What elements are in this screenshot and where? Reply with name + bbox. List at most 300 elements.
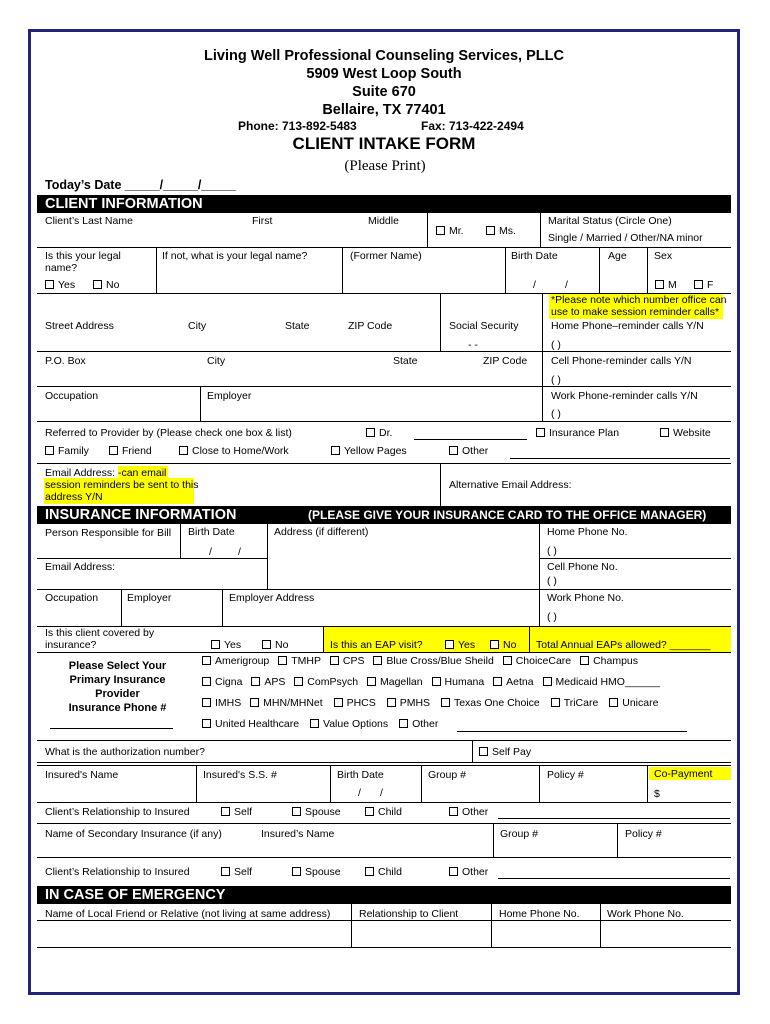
provider-checkbox[interactable]	[580, 655, 638, 667]
divider	[267, 524, 268, 590]
covered-yes-checkbox[interactable]	[211, 639, 241, 651]
provider-label: Medicaid HMO______	[555, 676, 661, 688]
relationship-other-line[interactable]	[498, 818, 730, 819]
divider	[493, 823, 494, 857]
referred-yellow-pages-checkbox[interactable]	[331, 445, 407, 457]
legal-name-question-2: name?	[45, 262, 78, 274]
email-note-2: session reminders be sent to this	[45, 479, 199, 491]
provider-label: Texas One Choice	[453, 697, 540, 709]
divider	[37, 558, 267, 559]
other-label: Other	[462, 866, 489, 878]
provider-checkbox[interactable]	[543, 676, 660, 688]
checkbox-icon	[365, 867, 374, 876]
middle-name-label: Middle	[368, 215, 399, 227]
divider	[37, 247, 731, 248]
provider-label: Value Options	[322, 718, 389, 730]
provider-label: Other	[412, 718, 439, 730]
covered-no-label: No	[275, 639, 289, 651]
work-phone-field[interactable]: ( )	[551, 408, 561, 420]
email-note-3: address Y/N	[45, 491, 103, 503]
provider-label: PMHS	[399, 697, 431, 709]
divider	[37, 386, 731, 387]
spouse-label: Spouse	[305, 866, 341, 878]
ins-work-phone-field[interactable]: ( )	[547, 611, 557, 623]
eap-no-label: No	[503, 639, 517, 651]
divider	[37, 652, 731, 653]
select-provider-title-3: Provider	[95, 688, 140, 700]
divider	[37, 589, 731, 590]
checkbox-icon	[292, 807, 301, 816]
checkbox-icon	[202, 677, 211, 686]
divider	[540, 213, 541, 247]
provider-checkbox[interactable]	[330, 655, 365, 667]
emergency-header: IN CASE OF EMERGENCY	[37, 886, 731, 904]
birth-date-label: Birth Date	[511, 250, 558, 262]
form-title: CLIENT INTAKE FORM	[292, 134, 476, 153]
divider	[222, 589, 223, 626]
former-name-label: (Former Name)	[350, 250, 422, 262]
provider-checkbox[interactable]	[503, 655, 571, 667]
referred-family-checkbox[interactable]	[45, 445, 89, 457]
emergency-work-phone-label: Work Phone No.	[607, 908, 684, 920]
insureds-name-label: Insured's Name	[45, 769, 119, 781]
checkbox-icon	[45, 446, 54, 455]
divider	[196, 765, 197, 802]
ins-home-phone-field[interactable]: ( )	[547, 545, 557, 557]
ins-address-label: Address (if different)	[274, 526, 369, 538]
divider	[440, 463, 441, 506]
divider	[529, 627, 530, 652]
insurance-information-header	[37, 506, 731, 524]
checkbox-icon	[262, 640, 271, 649]
divider	[330, 765, 331, 802]
covered-yes-label: Yes	[224, 639, 242, 651]
provider-checkbox[interactable]	[334, 697, 376, 709]
email-label	[45, 467, 166, 479]
self-label: Self	[234, 806, 253, 818]
provider-label: TriCare	[563, 697, 599, 709]
checkbox-icon	[202, 656, 211, 665]
marital-status-options[interactable]: Single / Married / Other/NA minor	[548, 232, 703, 244]
checkbox-icon	[202, 719, 211, 728]
cell-phone-label: Cell Phone-reminder calls Y/N	[551, 355, 692, 367]
insured-birth-slash: /	[380, 787, 383, 799]
company-city: Bellaire, TX 77401	[322, 102, 446, 118]
work-phone-label: Work Phone-reminder calls Y/N	[551, 390, 698, 402]
sex-male-checkbox[interactable]	[655, 279, 677, 291]
checkbox-icon	[278, 656, 287, 665]
eap-no-checkbox[interactable]	[490, 639, 516, 651]
divider	[342, 247, 343, 293]
po-city-label: City	[207, 355, 226, 367]
divider	[539, 558, 731, 559]
legal-no-checkbox[interactable]	[93, 279, 119, 291]
divider	[427, 213, 428, 247]
provider-label: CPS	[342, 655, 365, 667]
relationship2-child-checkbox[interactable]	[365, 866, 402, 878]
reminder-note-line1: *Please note which number office can	[551, 294, 727, 306]
self-label: Self	[234, 866, 253, 878]
divider	[37, 857, 731, 858]
referred-other-checkbox[interactable]	[449, 445, 488, 457]
emergency-relationship-label: Relationship to Client	[359, 908, 459, 920]
referred-label: Referred to Provider by (Please check one box & list)	[45, 427, 292, 439]
email-note-1: can email	[121, 467, 167, 479]
provider-checkbox[interactable]	[250, 697, 323, 709]
divider	[37, 463, 731, 464]
divider	[37, 823, 731, 824]
other-label: Other	[462, 445, 489, 457]
provider-label: Humana	[444, 676, 485, 688]
provider-checkbox[interactable]	[387, 697, 430, 709]
divider	[156, 247, 157, 293]
city-label: City	[188, 320, 207, 332]
divider	[617, 823, 618, 857]
eap-yes-label: Yes	[458, 639, 476, 651]
checkbox-icon	[250, 698, 259, 707]
relationship-other-checkbox[interactable]	[449, 806, 488, 818]
insureds-ss-label: Insured's S.S. #	[203, 769, 277, 781]
ms-label: Ms.	[499, 225, 516, 237]
divider	[539, 524, 540, 626]
checkbox-icon	[221, 807, 230, 816]
dr-label: Dr.	[379, 427, 393, 439]
ins-birth-slash: /	[209, 546, 212, 558]
provider-checkbox[interactable]	[202, 655, 269, 667]
ins-occupation-label: Occupation	[45, 592, 99, 604]
state-label: State	[285, 320, 310, 332]
ssn-dashes: - -	[468, 339, 478, 351]
divider	[121, 589, 122, 626]
provider-label: Unicare	[622, 697, 659, 709]
divider	[351, 904, 352, 947]
self-pay-checkbox[interactable]	[479, 746, 531, 758]
insurance-phone-label: Insurance Phone #	[68, 702, 167, 714]
relationship2-label: Client’s Relationship to Insured	[45, 866, 190, 878]
zip-label: ZIP Code	[348, 320, 393, 332]
ins-home-phone-label: Home Phone No.	[547, 526, 628, 538]
child-label: Child	[378, 806, 402, 818]
cell-phone-field[interactable]: ( )	[551, 374, 561, 386]
birth-date-slash: /	[533, 279, 536, 291]
checkbox-icon	[366, 428, 375, 437]
child-label: Child	[378, 866, 402, 878]
ins-birth-date-label: Birth Date	[188, 526, 235, 538]
alt-email-label: Alternative Email Address:	[449, 479, 572, 491]
divider	[491, 904, 492, 947]
divider	[37, 351, 731, 352]
checkbox-icon	[479, 747, 488, 756]
legal-name-label: If not, what is your legal name?	[162, 250, 308, 262]
ins-employer-address-label: Employer Address	[229, 592, 315, 604]
checkbox-icon	[490, 640, 499, 649]
divider	[647, 765, 648, 802]
provider-checkbox[interactable]	[278, 655, 321, 667]
provider-label: IMHS	[215, 697, 242, 709]
email-prefix: Email Address: -	[45, 467, 122, 479]
divider	[647, 247, 648, 293]
divider	[505, 247, 506, 293]
divider	[37, 920, 731, 921]
checkbox-icon	[660, 428, 669, 437]
male-label: M	[668, 279, 677, 291]
checkbox-icon	[436, 226, 445, 235]
divider	[37, 740, 731, 741]
relationship-label: Client’s Relationship to Insured	[45, 806, 190, 818]
copay-label: Co-Payment	[654, 768, 713, 780]
select-provider-title-1: Please Select Your	[68, 660, 167, 672]
providers-row-4	[202, 718, 438, 730]
insurance-card-note: (PLEASE GIVE YOUR INSURANCE CARD TO THE OFFICE MANAGER)	[308, 508, 707, 522]
todays-date-field[interactable]: Today’s Date _____/_____/_____	[45, 178, 237, 192]
secondary-insureds-name-label: Insured’s Name	[261, 828, 335, 840]
other-line[interactable]	[510, 458, 730, 459]
provider-checkbox[interactable]	[399, 718, 438, 730]
yes-label: Yes	[58, 279, 76, 291]
providers-row-3	[202, 697, 658, 709]
provider-label: TMHP	[291, 655, 321, 667]
provider-label: Aetna	[506, 676, 534, 688]
checkbox-icon	[93, 280, 102, 289]
employer-label: Employer	[207, 390, 252, 402]
divider	[180, 524, 181, 558]
client-information-header: CLIENT INFORMATION	[37, 195, 731, 213]
copay-field[interactable]: $	[654, 788, 660, 800]
checkbox-icon	[330, 656, 339, 665]
group-label: Group #	[428, 769, 466, 781]
checkbox-icon	[367, 677, 376, 686]
checkbox-icon	[202, 698, 211, 707]
provider-checkbox[interactable]	[202, 676, 242, 688]
checkbox-icon	[503, 656, 512, 665]
referred-website-checkbox[interactable]	[660, 427, 711, 439]
emergency-home-phone-label: Home Phone No.	[499, 908, 580, 920]
checkbox-icon	[536, 428, 545, 437]
checkbox-icon	[387, 698, 396, 707]
ins-employer-label: Employer	[127, 592, 172, 604]
female-label: F	[707, 279, 714, 291]
provider-checkbox[interactable]	[310, 718, 388, 730]
checkbox-icon	[331, 446, 340, 455]
covered-no-checkbox[interactable]	[262, 639, 288, 651]
checkbox-icon	[445, 640, 454, 649]
provider-label: ChoiceCare	[515, 655, 572, 667]
birth-date-slash: /	[565, 279, 568, 291]
provider-label: Magellan	[379, 676, 423, 688]
mr-label: Mr.	[449, 225, 464, 237]
provider-checkbox[interactable]	[609, 697, 658, 709]
divider	[200, 386, 201, 421]
checkbox-icon	[655, 280, 664, 289]
family-label: Family	[58, 445, 89, 457]
dr-name-line[interactable]	[414, 439, 527, 440]
divider	[472, 740, 473, 762]
checkbox-icon	[334, 698, 343, 707]
providers-row-1	[202, 655, 638, 667]
self-pay-label: Self Pay	[492, 746, 532, 758]
checkbox-icon	[543, 677, 552, 686]
checkbox-icon	[365, 807, 374, 816]
divider	[37, 765, 731, 766]
company-name: Living Well Professional Counseling Services, PLLC	[204, 48, 564, 64]
relationship2-other-line[interactable]	[498, 878, 730, 879]
provider-checkbox[interactable]	[294, 676, 358, 688]
divider	[37, 421, 731, 422]
checkbox-icon	[432, 677, 441, 686]
emergency-name-label: Name of Local Friend or Relative (not living at same address)	[45, 908, 331, 920]
divider	[37, 947, 731, 948]
sex-female-checkbox[interactable]	[694, 279, 713, 291]
provider-checkbox[interactable]	[551, 697, 599, 709]
provider-checkbox[interactable]	[202, 697, 241, 709]
referred-close-home-checkbox[interactable]	[179, 445, 289, 457]
provider-label: APS	[264, 676, 286, 688]
secondary-policy-label: Policy #	[625, 828, 662, 840]
relationship-child-checkbox[interactable]	[365, 806, 402, 818]
insured-birth-date-label: Birth Date	[337, 769, 384, 781]
provider-label: MHN/MHNet	[263, 697, 323, 709]
provider-label: United Healthcare	[215, 718, 300, 730]
provider-checkbox[interactable]	[493, 676, 533, 688]
home-phone-label: Home Phone–reminder calls Y/N	[551, 320, 704, 332]
relationship-self-checkbox[interactable]	[221, 806, 252, 818]
insurance-phone-line[interactable]	[50, 728, 173, 729]
providers-row-2	[202, 676, 660, 688]
company-phone: Phone: 713-892-5483	[238, 119, 357, 133]
insurance-plan-label: Insurance Plan	[549, 427, 620, 439]
checkbox-icon	[45, 280, 54, 289]
checkbox-icon	[486, 226, 495, 235]
divider	[421, 765, 422, 802]
ins-email-label: Email Address:	[45, 561, 116, 573]
mr-checkbox[interactable]	[436, 225, 464, 237]
checkbox-icon	[694, 280, 703, 289]
checkbox-icon	[221, 867, 230, 876]
no-label: No	[106, 279, 120, 291]
divider	[323, 627, 324, 652]
last-name-label: Client’s Last Name	[45, 215, 133, 227]
legal-yes-checkbox[interactable]	[45, 279, 75, 291]
checkbox-icon	[399, 719, 408, 728]
provider-checkbox[interactable]	[202, 718, 299, 730]
divider	[440, 293, 441, 351]
covered-question-2: insurance?	[45, 639, 97, 651]
provider-label: Cigna	[215, 676, 243, 688]
provider-checkbox[interactable]	[367, 676, 423, 688]
authorization-label: What is the authorization number?	[45, 746, 205, 758]
provider-label: Champus	[593, 655, 639, 667]
website-label: Website	[673, 427, 711, 439]
occupation-label: Occupation	[45, 390, 99, 402]
po-state-label: State	[393, 355, 418, 367]
yellow-pages-label: Yellow Pages	[344, 445, 407, 457]
checkbox-icon	[493, 677, 502, 686]
ins-cell-phone-field[interactable]: ( )	[547, 575, 557, 587]
divider	[539, 765, 540, 802]
checkbox-icon	[292, 867, 301, 876]
provider-label: Blue Cross/Blue Sheild	[386, 655, 494, 667]
friend-label: Friend	[122, 445, 152, 457]
checkbox-icon	[310, 719, 319, 728]
checkbox-icon	[449, 446, 458, 455]
company-suite: Suite 670	[352, 84, 416, 100]
divider	[37, 762, 731, 763]
checkbox-icon	[551, 698, 560, 707]
referred-dr-checkbox[interactable]	[366, 427, 392, 439]
divider	[37, 802, 731, 803]
ssn-label: Social Security	[449, 320, 519, 332]
checkbox-icon	[373, 656, 382, 665]
checkbox-icon	[441, 698, 450, 707]
spouse-label: Spouse	[305, 806, 341, 818]
relationship2-other-checkbox[interactable]	[449, 866, 488, 878]
reminder-note-line2: use to make session reminder calls*	[551, 306, 720, 318]
checkbox-icon	[179, 446, 188, 455]
divider	[599, 247, 600, 293]
marital-status-label: Marital Status (Circle One)	[548, 215, 672, 227]
provider-label: ComPsych	[307, 676, 359, 688]
checkbox-icon	[609, 698, 618, 707]
total-eap-field[interactable]: Total Annual EAPs allowed? _______	[536, 639, 711, 651]
eap-yes-checkbox[interactable]	[445, 639, 475, 651]
insurance-section-title: INSURANCE INFORMATION	[45, 507, 237, 523]
secondary-group-label: Group #	[500, 828, 538, 840]
ms-checkbox[interactable]	[486, 225, 516, 237]
relationship2-self-checkbox[interactable]	[221, 866, 252, 878]
referred-friend-checkbox[interactable]	[109, 445, 152, 457]
age-label: Age	[608, 250, 627, 262]
policy-label: Policy #	[547, 769, 584, 781]
responsible-label: Person Responsible for Bill	[45, 527, 172, 539]
secondary-insurance-label: Name of Secondary Insurance (if any)	[45, 828, 222, 840]
other-label: Other	[462, 806, 489, 818]
provider-checkbox[interactable]	[441, 697, 540, 709]
street-address-label: Street Address	[45, 320, 114, 332]
provider-checkbox[interactable]	[251, 676, 285, 688]
ins-birth-slash: /	[238, 546, 241, 558]
provider-checkbox[interactable]	[373, 655, 493, 667]
first-name-label: First	[252, 215, 273, 227]
checkbox-icon	[449, 807, 458, 816]
ins-work-phone-label: Work Phone No.	[547, 592, 624, 604]
company-street: 5909 West Loop South	[306, 66, 462, 82]
covered-question: Is this client covered by	[45, 627, 155, 639]
please-print: (Please Print)	[344, 158, 426, 174]
po-zip-label: ZIP Code	[483, 355, 528, 367]
divider	[600, 904, 601, 947]
checkbox-icon	[251, 677, 260, 686]
checkbox-icon	[294, 677, 303, 686]
ins-cell-phone-label: Cell Phone No.	[547, 561, 618, 573]
referred-insurance-checkbox[interactable]	[536, 427, 619, 439]
checkbox-icon	[211, 640, 220, 649]
po-box-label: P.O. Box	[45, 355, 86, 367]
relationship-spouse-checkbox[interactable]	[292, 806, 341, 818]
provider-checkbox[interactable]	[432, 676, 485, 688]
relationship2-spouse-checkbox[interactable]	[292, 866, 341, 878]
checkbox-icon	[109, 446, 118, 455]
home-phone-field[interactable]: ( )	[551, 339, 561, 351]
close-home-label: Close to Home/Work	[192, 445, 289, 457]
divider	[542, 293, 543, 421]
provider-other-line[interactable]	[457, 731, 687, 732]
provider-label: Amerigroup	[215, 655, 270, 667]
legal-name-question: Is this your legal	[45, 250, 121, 262]
select-provider-title-2: Primary Insurance	[69, 674, 166, 686]
checkbox-icon	[580, 656, 589, 665]
provider-label: PHCS	[346, 697, 376, 709]
eap-question: Is this an EAP visit?	[330, 639, 423, 651]
